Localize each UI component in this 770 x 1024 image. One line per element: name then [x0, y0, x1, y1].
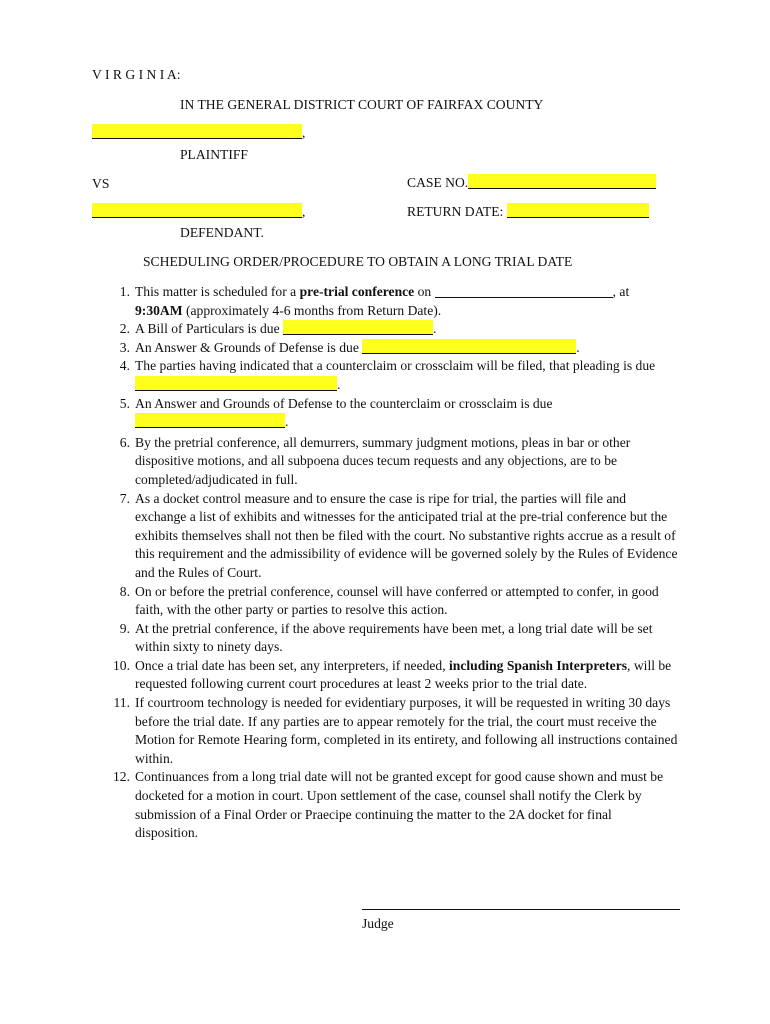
case-number-field[interactable]: [468, 174, 656, 189]
pretrial-conference-emphasis: pre-trial conference: [299, 284, 415, 299]
court-heading: IN THE GENERAL DISTRICT COURT OF FAIRFAX COUNTY: [180, 97, 544, 112]
case-number-line: [407, 174, 656, 191]
plaintiff-line: ,: [92, 124, 305, 141]
list-item: 7. As a docket control measure and to ensure the case is ripe for trial, the parties will file and exchange a list of exhibits and witnesses for the anticipated trial at the pre-trial conference but the exhibits themselves shall not then be filed with the court. No substantive rights accrue as a result of this requirement and the admissibility of evidence will be governed solely by the Rules of Evidence and the Rules of Court.: [119, 490, 678, 580]
counterclaim-date-field[interactable]: [135, 376, 337, 391]
defendant-name-field[interactable]: [92, 203, 302, 218]
judge-label: Judge: [362, 916, 394, 931]
defendant-label: DEFENDANT.: [180, 225, 264, 240]
list-item: 10. Once a trial date has been set, any interpreters, if needed, including Spanish Interpreters, will be requested following current court procedures at least 2 weeks prior to the trial date.: [113, 657, 672, 692]
return-date-field[interactable]: [507, 203, 649, 218]
order-items-list: [108, 283, 678, 843]
list-item: 12. Continuances from a long trial date will not be granted except for good cause shown and must be docketed for a motion in court. Upon settlement of the case, counsel shall notify the Clerk by submission of a Final Order or Praecipe continuing the matter to the 2A docket for final disposition.: [113, 769, 664, 841]
list-item: 4. The parties having indicated that a counterclaim or crossclaim will be filed, that pleading is due .: [119, 358, 656, 392]
list-item: 9. At the pretrial conference, if the above requirements have been met, a long trial date will be set within sixty to ninety days.: [119, 620, 653, 655]
case-number-label: CASE NO.: [407, 175, 469, 190]
return-date-line: [407, 203, 649, 220]
pretrial-conference-date-field[interactable]: [435, 283, 613, 298]
plaintiff-label: PLAINTIFF: [180, 147, 248, 162]
return-date-label: RETURN DATE:: [407, 204, 504, 219]
defendant-line: ,: [92, 203, 305, 220]
spanish-interpreters-emphasis: including Spanish Interpreters: [449, 657, 628, 673]
versus-label: VS: [92, 176, 110, 191]
list-item: 11. If courtroom technology is needed for evidentiary purposes, it will be requested in writing 30 days before the trial date. If any parties are to appear remotely for the trial, the court must receive the Motion for Remote Hearing form, completed in its entirety, and following all instructions contained within.: [113, 695, 678, 766]
conference-time: 9:30AM: [135, 302, 183, 318]
judge-signature-line[interactable]: [362, 909, 680, 910]
answer-date-field[interactable]: [362, 339, 576, 354]
state-heading: V I R G I N I A:: [92, 67, 181, 82]
list-item: 8. On or before the pretrial conference, counsel will have conferred or attempted to confer, in good faith, with the other party or parties to resolve this action.: [119, 583, 659, 618]
list-item: 1. This matter is scheduled for a pre-trial conference on , at 9:30AM (approximately 4-6 months from Return Date).: [119, 284, 630, 318]
list-item: 2. A Bill of Particulars is due .: [119, 321, 437, 337]
counterclaim-answer-date-field[interactable]: [135, 413, 285, 428]
order-title: SCHEDULING ORDER/PROCEDURE TO OBTAIN A LONG TRIAL DATE: [143, 254, 573, 269]
list-item: 6. By the pretrial conference, all demurrers, summary judgment motions, pleas in bar or other dispositive motions, and all subpoena duces tecum requests and any objections, are to be completed/adjudicated in full.: [119, 434, 631, 487]
list-item: 5. An Answer and Grounds of Defense to the counterclaim or crossclaim is due .: [119, 395, 553, 430]
plaintiff-name-field[interactable]: [92, 124, 302, 139]
bill-of-particulars-date-field[interactable]: [283, 320, 433, 335]
list-item: 3. An Answer & Grounds of Defense is due .: [119, 339, 580, 355]
